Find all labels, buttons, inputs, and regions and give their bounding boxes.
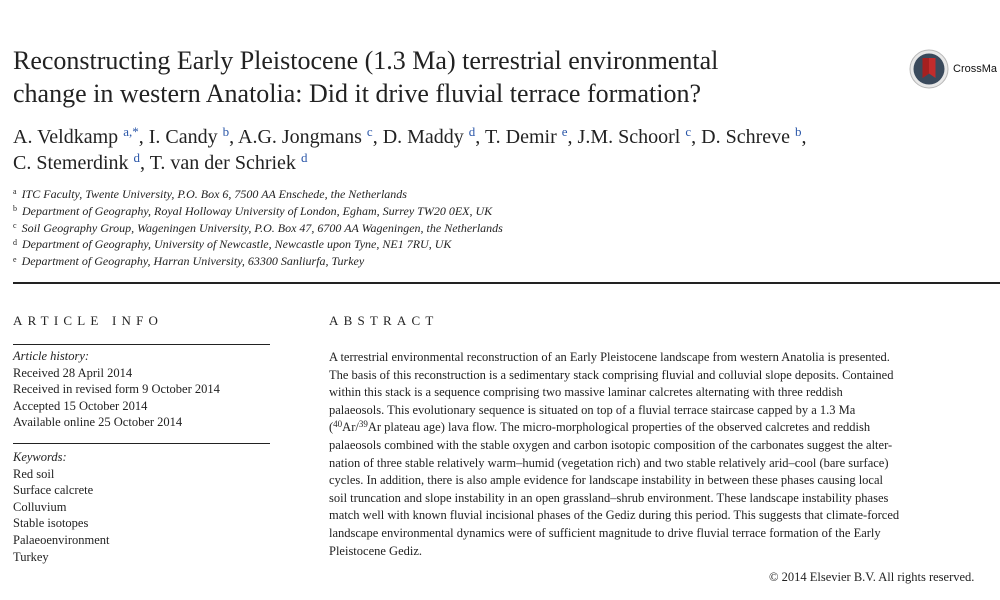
abstract-paren: ( [329, 420, 334, 435]
abstract-line: cycles. In addition, there is also ample evidence for landscape instability in between these phases causing local [329, 473, 883, 488]
abstract-heading: ABSTRACT [329, 313, 439, 328]
author-name[interactable]: C. Stemerdink [13, 152, 129, 174]
author-separator: , [229, 126, 239, 148]
affiliation-item [13, 220, 913, 237]
article-info-divider [13, 344, 270, 345]
abstract-line: within this stack is a sequence comprising two massive laminar calcretes alternating with three reddish [329, 385, 843, 400]
author-affiliation-marker[interactable]: b [222, 123, 230, 139]
keyword-item: Turkey [13, 549, 49, 564]
keywords-label: Keywords: [13, 450, 67, 464]
author-name[interactable]: I. Candy [148, 126, 218, 148]
header-divider [13, 282, 1000, 284]
abstract-text [329, 349, 1000, 560]
author-affiliation-marker[interactable]: b [794, 123, 802, 139]
article-history [13, 348, 270, 431]
author-separator: , [801, 126, 807, 148]
keywords-block [13, 449, 270, 565]
author-separator: , [567, 126, 578, 148]
crossmark-badge[interactable] [909, 48, 997, 90]
copyright-notice: © 2014 Elsevier B.V. All rights reserved. [769, 570, 975, 584]
abstract-line: Pleistocene Gediz. [329, 543, 423, 558]
author-name[interactable]: T. Demir [484, 126, 557, 148]
author-name[interactable]: J.M. Schoorl [577, 126, 681, 148]
isotope-mass-40: 40 [333, 419, 343, 430]
abstract-line-tail: Ar plateau age) lava flow. The micro-morphological properties of the observed calcretes and reddish [367, 420, 871, 435]
author-separator: , [372, 126, 383, 148]
isotope-ar-label: Ar/ [342, 420, 359, 435]
abstract-line: The basis of this reconstruction is a sedimentary stack comprising fluvial and colluvial slope deposits. Contained [329, 367, 894, 382]
author-separator: , [138, 126, 149, 148]
author-separator: , [691, 126, 702, 148]
keyword-item: Palaeoenvironment [13, 532, 110, 547]
history-entry: Accepted 15 October 2014 [13, 398, 148, 413]
abstract-line: match well with known fluvial incisional phases of the Gediz during this period. This suggests that climate-forced [329, 508, 900, 523]
affiliation-item [13, 203, 913, 220]
author-name[interactable]: A.G. Jongmans [238, 126, 362, 148]
affiliation-text: Department of Geography, University of Newcastle, Newcastle upon Tyne, NE1 7RU, UK [22, 237, 452, 252]
author-affiliation-marker[interactable]: d [468, 123, 476, 139]
affiliation-list [13, 186, 913, 270]
author-line-1 [13, 124, 913, 150]
author-name[interactable]: D. Maddy [382, 126, 464, 148]
keywords-divider [13, 443, 270, 444]
affiliation-key: d [13, 237, 17, 247]
affiliation-text: ITC Faculty, Twente University, P.O. Box 6, 7500 AA Enschede, the Netherlands [21, 187, 407, 201]
article-title-line-1: Reconstructing Early Pleistocene (1.3 Ma) terrestrial environmental [13, 46, 719, 75]
author-affiliation-marker[interactable]: d [300, 149, 308, 165]
author-list [13, 124, 913, 176]
author-separator: , [475, 126, 485, 148]
affiliation-key: c [13, 221, 17, 230]
affiliation-text: Department of Geography, Royal Holloway University of London, Egham, Surrey TW20 0EX, UK [22, 203, 493, 218]
keyword-item: Colluvium [13, 499, 67, 514]
affiliation-key: b [13, 204, 17, 214]
abstract-line: palaeosols combined with the stable oxygen and carbon isotopic composition of the carbonates suggest the alter- [329, 437, 893, 452]
crossmark-label: CrossMa [953, 63, 998, 75]
author-affiliation-marker[interactable]: c [366, 123, 373, 139]
history-entry: Received in revised form 9 October 2014 [13, 382, 220, 397]
affiliation-text: Department of Geography, Harran University, 63300 Sanliurfa, Turkey [21, 254, 365, 269]
abstract-line: soil truncation and slope instability in an open grassland–shrub environment. These landscape instability phases [329, 490, 889, 505]
affiliation-key: a [13, 187, 17, 197]
author-name[interactable]: D. Schreve [701, 126, 790, 148]
article-info-heading: ARTICLE INFO [13, 313, 164, 328]
abstract-line: nation of three stable relatively warm–humid (vegetation rich) and two stable relatively arid–cool (bare surface) [329, 455, 889, 470]
abstract-line-isotope [329, 419, 1000, 437]
crossmark-icon [909, 49, 949, 89]
author-separator: , [140, 152, 150, 174]
abstract-line: palaeosols. This evolutionary sequence is situated on top of a fluvial terrace staircase capped by a 1.3 Ma [329, 402, 856, 417]
author-name[interactable]: T. van der Schriek [149, 152, 296, 174]
abstract-line: landscape environmental dynamics were of sufficient magnitude to drive fluvial terrace formation of the Early [329, 525, 881, 540]
affiliation-item [13, 236, 913, 253]
affiliation-item [13, 186, 913, 203]
isotope-mass-39: 39 [358, 419, 368, 430]
affiliation-key: e [13, 254, 17, 264]
author-affiliation-marker[interactable]: e [561, 123, 568, 139]
author-affiliation-marker[interactable]: d [133, 149, 141, 165]
author-name[interactable]: A. Veldkamp [13, 126, 119, 148]
history-entry: Received 28 April 2014 [13, 365, 133, 380]
keyword-item: Surface calcrete [13, 483, 94, 498]
affiliation-text: Soil Geography Group, Wageningen University, P.O. Box 47, 6700 AA Wageningen, the Netherlands [21, 220, 503, 235]
article-title [13, 44, 893, 110]
affiliation-item [13, 253, 913, 270]
history-entry: Available online 25 October 2014 [13, 415, 183, 430]
keyword-item: Stable isotopes [13, 516, 89, 531]
abstract-line: A terrestrial environmental reconstruction of an Early Pleistocene landscape from western Anatolia is presented. [329, 350, 890, 364]
article-history-label: Article history: [13, 349, 90, 363]
author-line-2 [13, 150, 913, 176]
article-title-line-2: change in western Anatolia: Did it drive fluvial terrace formation? [13, 79, 702, 108]
author-affiliation-marker[interactable]: a,* [123, 123, 139, 139]
author-affiliation-marker[interactable]: c [685, 123, 692, 139]
keyword-item: Red soil [13, 466, 55, 481]
